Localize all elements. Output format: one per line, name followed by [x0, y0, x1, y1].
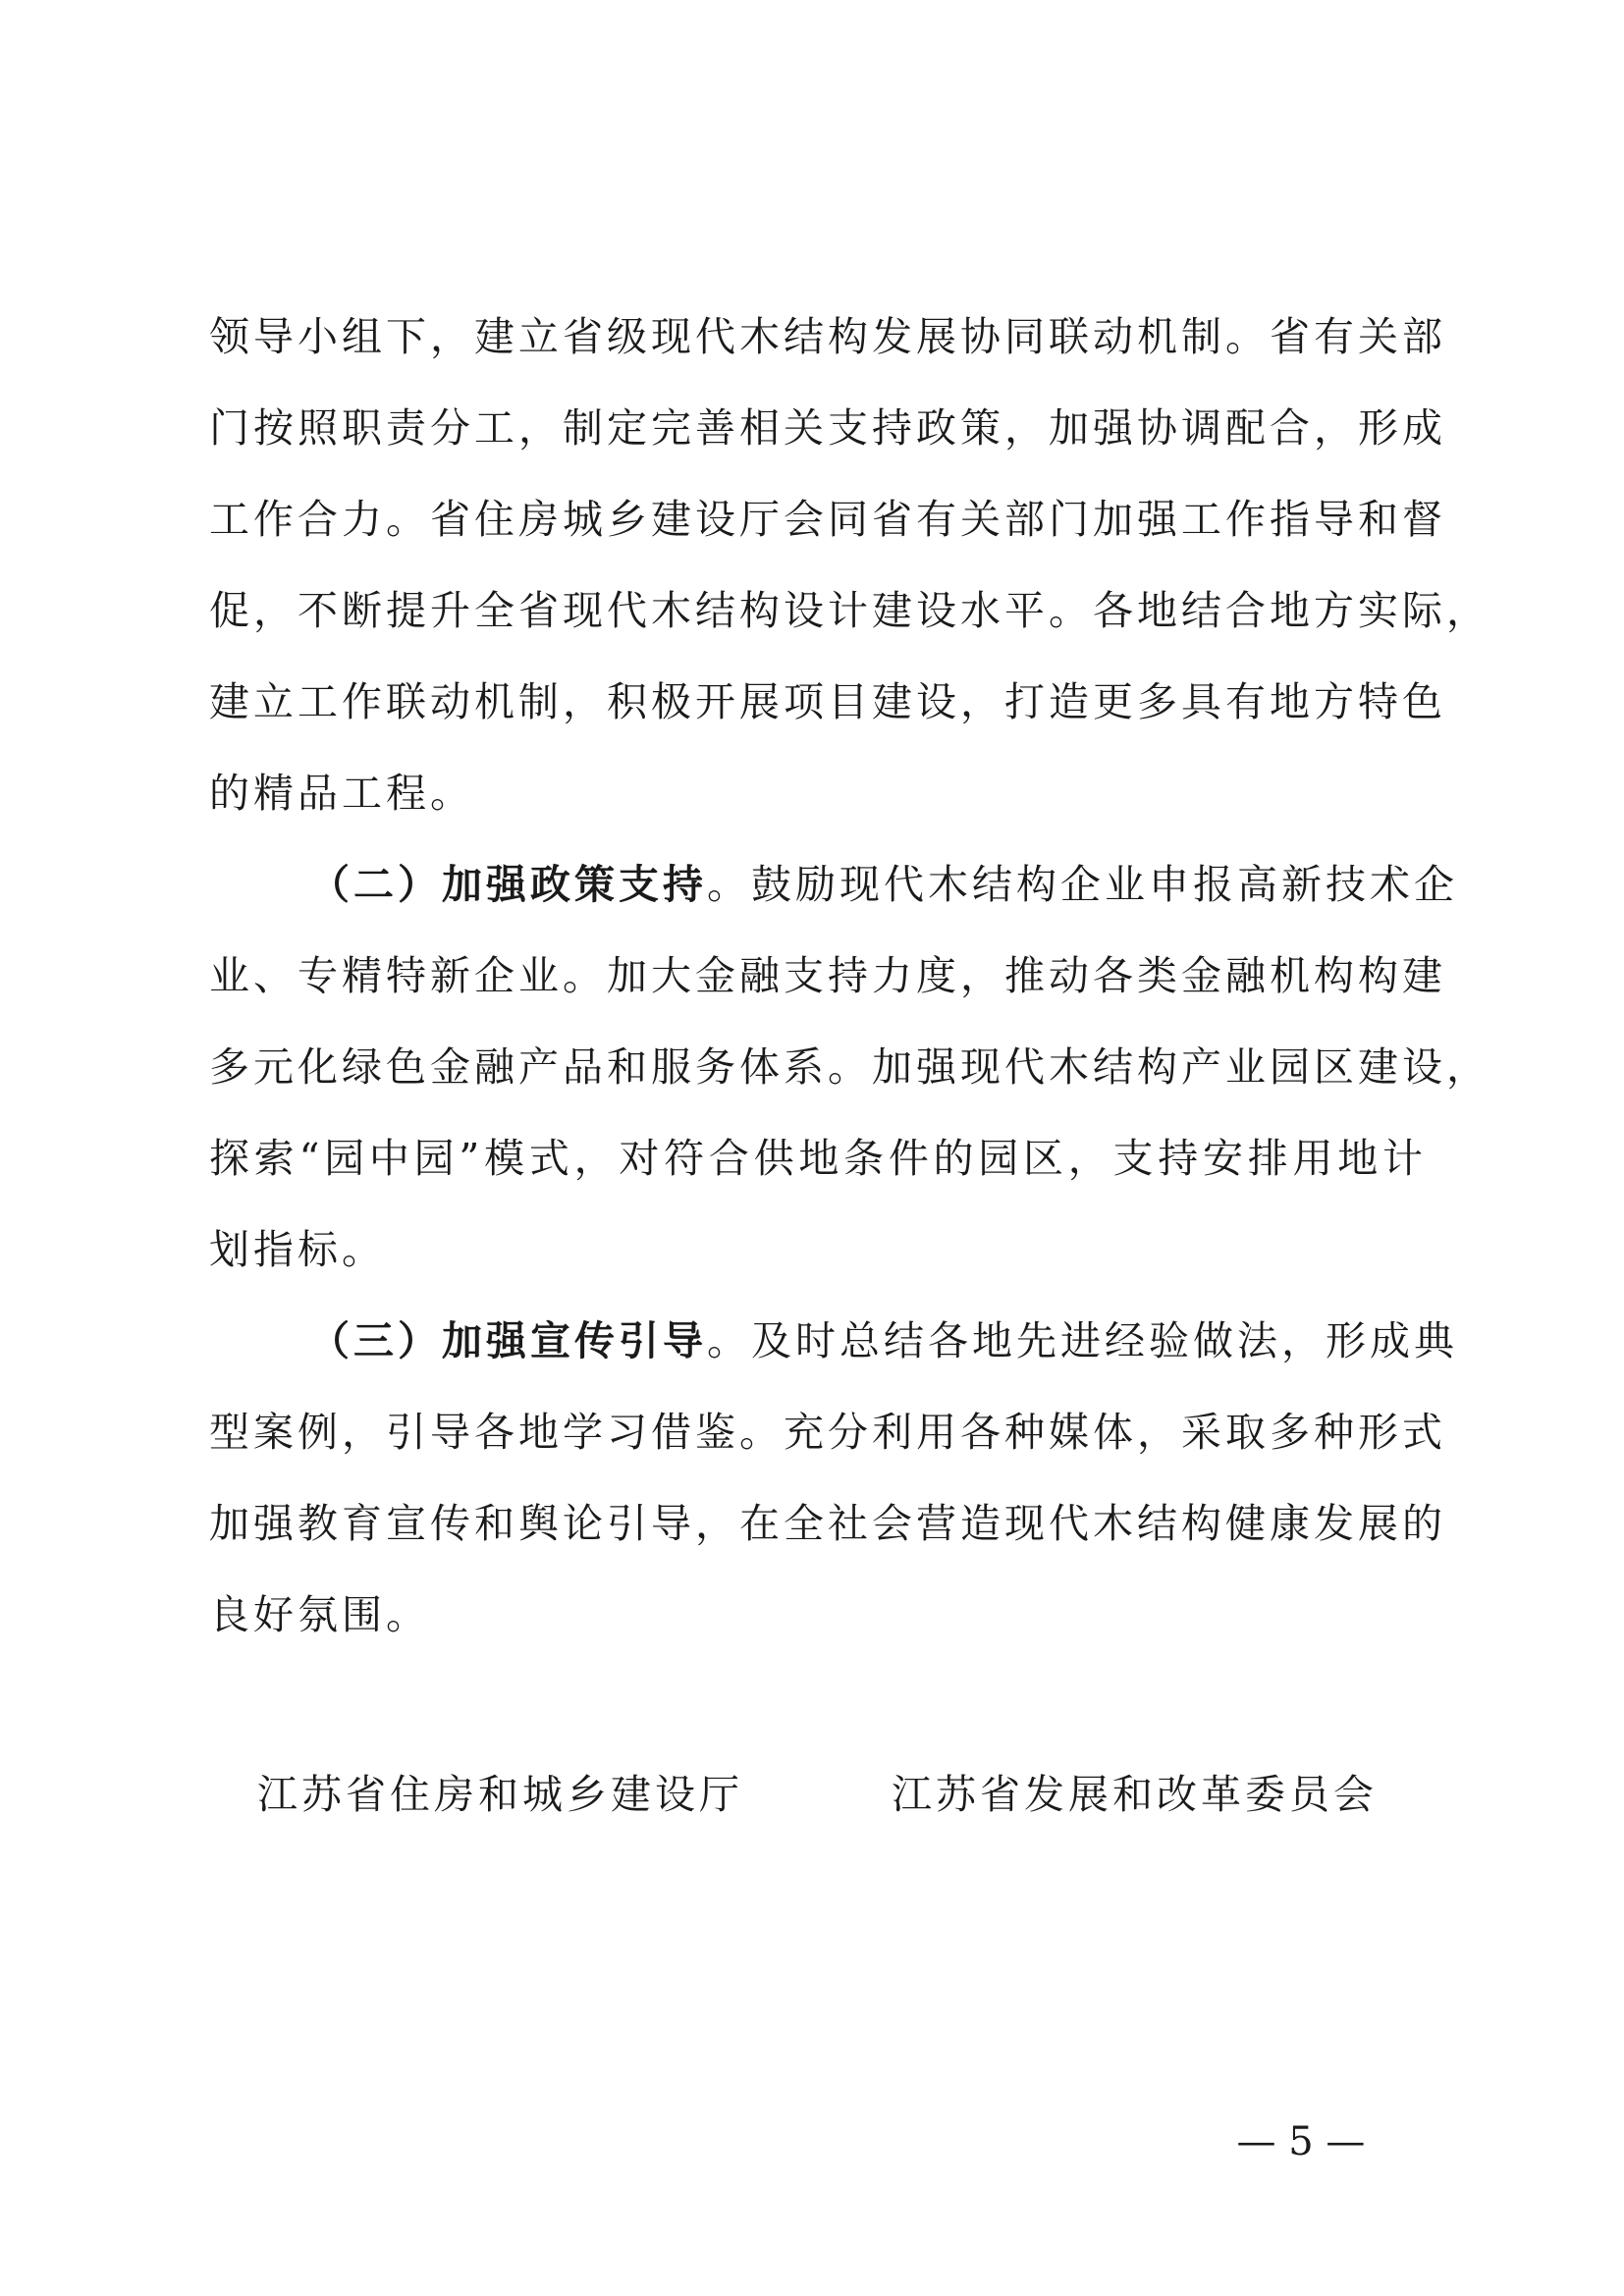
- text-line: 业、专精特新企业。加大金融支持力度，推动各类金融机构构建: [209, 952, 1446, 999]
- text-line: 建立工作联动机制，积极开展项目建设，打造更多具有地方特色: [209, 678, 1446, 725]
- text-line: 探索“园中园”模式，对符合供地条件的园区，支持安排用地计: [209, 1135, 1427, 1182]
- text-line: [309, 855, 1458, 914]
- signature-housing-department: 江苏省住房和城乡建设厅: [257, 1771, 743, 1818]
- text-line: 促，不断提升全省现代木结构设计建设水平。各地结合地方实际，: [209, 587, 1490, 634]
- text-span: 。鼓励现代木结构企业申报高新技术企: [707, 861, 1458, 908]
- text-line: 工作合力。省住房城乡建设厅会同省有关部门加强工作指导和督: [209, 496, 1446, 543]
- page-number: — 5 —: [1236, 2119, 1366, 2164]
- text-line: 门按照职责分工，制定完善相关支持政策，加强协调配合，形成: [209, 404, 1446, 452]
- text-line: 的精品工程。: [209, 770, 474, 817]
- text-line: 多元化绿色金融产品和服务体系。加强现代木结构产业园区建设，: [209, 1043, 1490, 1091]
- text-line: [309, 1311, 1458, 1370]
- text-line: 良好氛围。: [209, 1591, 430, 1638]
- section-heading: （二）加强政策支持: [309, 861, 707, 908]
- section-heading: （三）加强宣传引导: [309, 1317, 707, 1364]
- text-line: 领导小组下，建立省级现代木结构发展协同联动机制。省有关部: [209, 313, 1446, 360]
- text-line: 加强教育宣传和舆论引导，在全社会营造现代木结构健康发展的: [209, 1500, 1446, 1547]
- text-line: 型案例，引导各地学习借鉴。充分利用各种媒体，采取多种形式: [209, 1409, 1446, 1456]
- text-span: 。及时总结各地先进经验做法，形成典: [707, 1317, 1458, 1364]
- text-line: 划指标。: [209, 1226, 386, 1273]
- signature-development-commission: 江苏省发展和改革委员会: [892, 1771, 1378, 1818]
